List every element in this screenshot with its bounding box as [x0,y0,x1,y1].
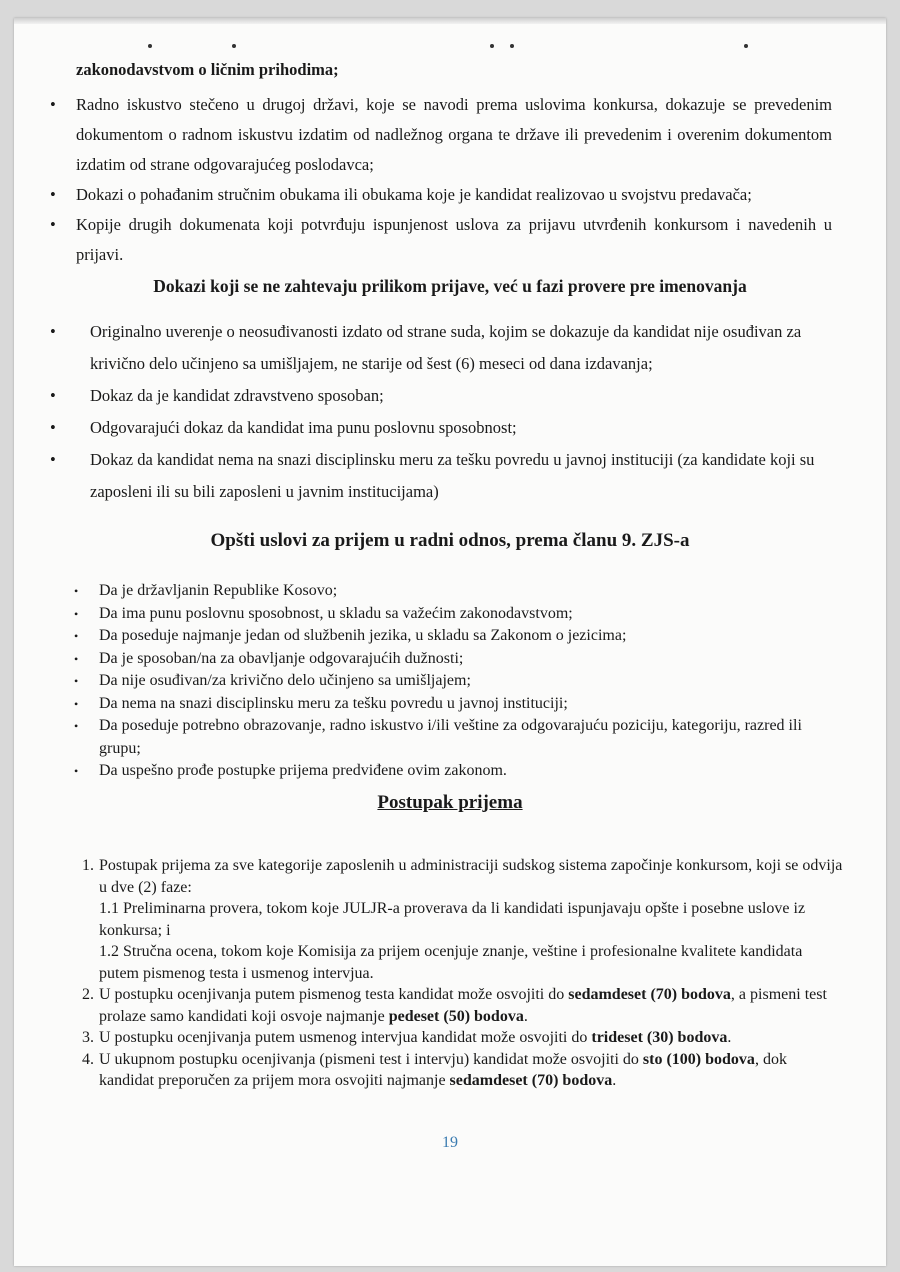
list-item: 1. Postupak prijema za sve kategorije zaposlenih u administraciji sudskog sistema započinje konkursom, koji se odvija u dve (2) faze: 1.1 Preliminarna provera, tokom koje JULJR-a proverava da li kandidati ispunjavaju opšte i posebne uslove iz konkursa; i 1.2 Stručna ocena, tokom koje Komisija za prijem ocenjuje znanje, veštine i profesionalne kvalitete kandidata putem pismenog testa i usmenog intervjua. [82,857,843,982]
list-item: • Dokaz da kandidat nema na snazi disciplinsku meru za tešku povredu u javnoj instituciji (za kandidate koji su zaposleni ili su bili zaposleni u javnim institucijama) [50,444,830,508]
scan-speck [148,44,152,48]
bullet-icon: • [74,696,79,711]
heading-general-conditions: Opšti uslovi za prijem u radni odnos, prema članu 9. ZJS-a [210,530,690,551]
list-item: • Da poseduje potrebno obrazovanje, radno iskustvo i/ili veštine za odgovarajuću poziciju, kategoriju, razred ili grupu; [74,717,802,757]
list-item: • Odgovarajući dokaz da kandidat ima punu poslovnu sposobnost; [50,412,830,444]
list-item: • Da nema na snazi disciplinsku meru za tešku povredu u javnoj instituciji; [74,693,834,716]
list-item: • Radno iskustvo stečeno u drugoj državi, koje se navodi prema uslovima konkursa, dokazuje se prevedenim dokumentom o radnom iskustvu izdatim od nadležnog organa te države ili prevedenim i overenim dokumentom izdatim od strane odgovarajućeg poslodavca; [42,90,832,180]
bullet-icon: • [50,185,56,204]
list-item: • Originalno uverenje o neosuđivanosti izdato od strane suda, kojim se dokazuje da kandidat nije osuđivan za krivično delo učinjeno sa umišljajem, ne starije od šest (6) meseci od dana izdavanja; [50,316,830,380]
bullet-icon: • [74,606,79,621]
list-item: • Da je državljanin Republike Kosovo; [74,580,834,603]
bullet-icon: • [74,584,79,598]
bullet-icon: • [74,651,79,666]
scan-speck [744,44,748,48]
list-item: 3. U postupku ocenjivanja putem usmenog intervjua kandidat može osvojiti do trideset (30) bodova. [82,1029,732,1046]
bullet-icon: • [50,418,56,437]
document-page [14,18,886,1266]
procedure-list [74,855,844,1092]
list-item: • Dokaz da je kandidat zdravstveno sposoban; [50,380,830,412]
list-item: • Dokazi o pohađanim stručnim obukama ili obukama koje je kandidat realizovao u svojstvu predavača; [42,180,832,210]
bullet-icon: • [74,629,79,643]
list-item: • Da poseduje najmanje jedan od službenih jezika, u skladu sa Zakonom o jezicima; [74,625,834,648]
list-item: • Da ima punu poslovnu sposobnost, u skladu sa važećim zakonodavstvom; [74,603,834,626]
heading-proof: Dokazi koji se ne zahtevaju prilikom prijave, već u fazi provere pre imenovanja [153,276,747,296]
scan-speck [232,44,236,48]
general-conditions-list [74,580,834,783]
list-item: • Da je sposoban/na za obavljanje odgovarajućih dužnosti; [74,648,834,671]
bullet-icon: • [50,450,56,469]
bullet-icon: • [50,322,56,341]
bullet-icon: • [74,674,79,688]
scan-edge [14,18,886,24]
bullet-icon: • [50,95,56,114]
list-item: • Kopije drugih dokumenata koji potvrđuju ispunjenost uslova za prijavu utvrđenih konkursom i navedenih u prijavi. [42,210,832,270]
bullet-icon: • [74,764,79,778]
bullet-icon: • [50,386,56,405]
list-item: 4. U ukupnom postupku ocenjivanja (pismeni test i intervju) kandidat može osvojiti do sto (100) bodova, dok kandidat preporučen za prijem mora osvojiti najmanje sedamdeset (70) bodova. [82,1050,787,1089]
proof-list [50,316,830,508]
list-item: • Da uspešno prođe postupke prijema predviđene ovim zakonom. [74,760,834,783]
bullet-icon: • [74,719,79,733]
evidence-list [42,90,832,270]
top-fragment: zakonodavstvom o ličnim prihodima; [76,60,339,79]
scan-speck [510,44,514,48]
bullet-icon: • [50,215,56,234]
page-number: 19 [442,1134,458,1151]
scan-speck [490,44,494,48]
heading-procedure: Postupak prijema [377,792,523,813]
list-item: • Da nije osuđivan/za krivično delo učinjeno sa umišljajem; [74,670,834,693]
list-item: 2. U postupku ocenjivanja putem pismenog testa kandidat može osvojiti do sedamdeset (70) bodova, a pismeni test prolaze samo kandidati koji osvoje najmanje pedeset (50) bodova. [82,986,827,1025]
